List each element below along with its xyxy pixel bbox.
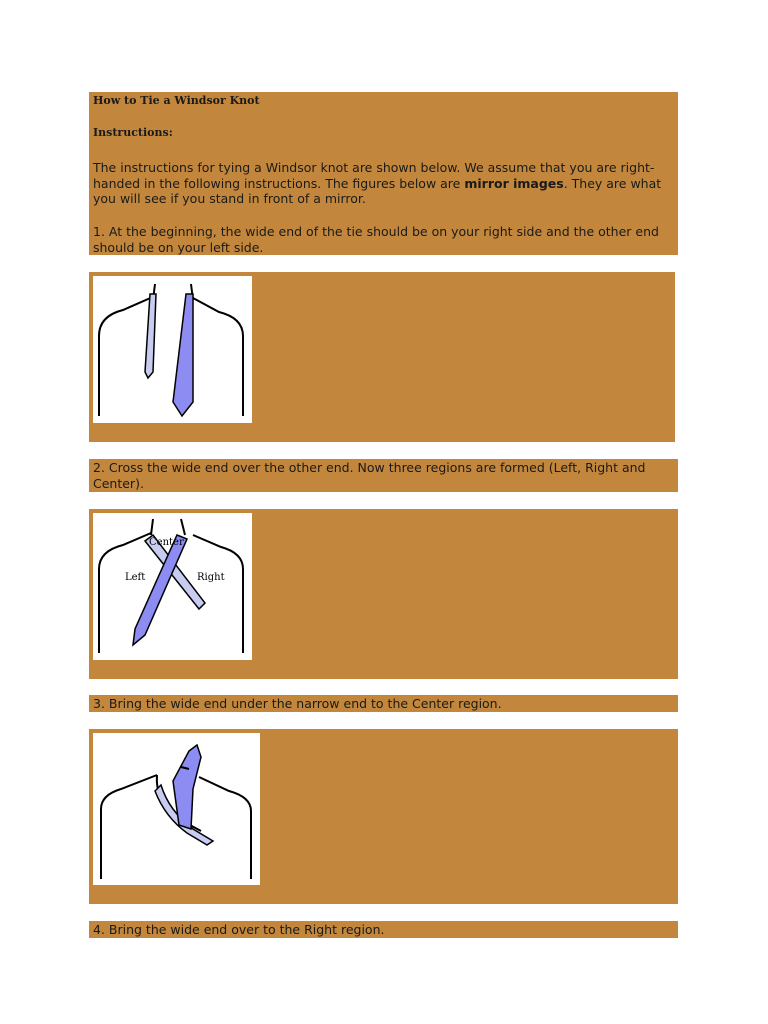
tie-step-1-diagram [93, 276, 252, 423]
label-left: Left [125, 572, 146, 583]
tie-step-3-diagram [93, 733, 260, 885]
tie-step-2-diagram [93, 513, 252, 660]
step-2-text: 2. Cross the wide end over the other end. Now three regions are formed (Left, Right and Center). [93, 460, 646, 491]
intro-paragraph [93, 160, 671, 207]
figure-2-image [93, 513, 252, 660]
shirt-right-outline [199, 777, 251, 879]
intro-text-part2: . They are what you will see if you stand in front of a mirror. [93, 175, 662, 206]
collar-right [181, 519, 185, 535]
intro-text-part1: The instructions for tying a Windsor knot are shown below. We assume that you are right-handed in the following instructions. The figures below are [93, 160, 655, 191]
tie-narrow-end [145, 294, 156, 378]
label-right: Right [197, 572, 225, 583]
step-4-panel [89, 921, 678, 938]
figure-3-image [93, 733, 260, 885]
tie-wide-end [173, 294, 193, 416]
step-4-text: 4. Bring the wide end over to the Right region. [93, 922, 385, 937]
tie-wide-end [173, 745, 201, 829]
collar-left [151, 519, 153, 535]
step-1-text: 1. At the beginning, the wide end of the tie should be on your right side and the other end should be on your left side. [93, 224, 659, 255]
figure-2-panel [89, 509, 678, 679]
figure-3-panel [89, 729, 678, 904]
intro-panel [89, 92, 678, 255]
label-center: Center [149, 537, 184, 548]
intro-emphasis: mirror images [464, 175, 564, 191]
page-title: How to Tie a Windsor Knot [93, 94, 260, 107]
step-3-panel [89, 695, 678, 712]
shirt-right-outline [193, 535, 243, 653]
step-3-text: 3. Bring the wide end under the narrow end to the Center region. [93, 696, 502, 711]
figure-1-panel [89, 272, 675, 442]
shirt-right-outline [193, 298, 243, 416]
figure-1-image [93, 276, 252, 423]
step-2-panel [89, 459, 678, 492]
instructions-heading: Instructions: [93, 126, 173, 139]
shirt-left-outline [101, 775, 157, 879]
